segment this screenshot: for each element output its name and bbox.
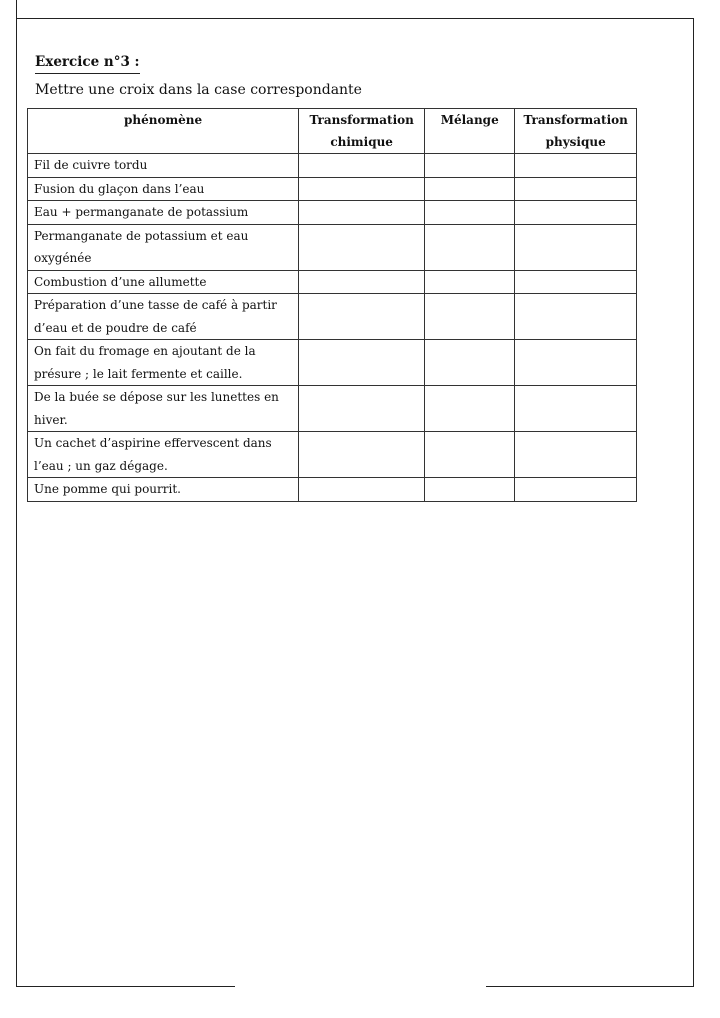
exercise-title: Exercice n°3 : — [35, 54, 140, 74]
header-melange: Mélange — [425, 109, 515, 154]
table-row — [28, 432, 637, 478]
page-border-left — [16, 0, 17, 987]
answer-cell-melange[interactable] — [425, 432, 515, 478]
answer-cell-transformation-chimique[interactable] — [299, 177, 425, 201]
phenomene-cell: Une pomme qui pourrit. — [28, 478, 299, 502]
answer-cell-melange[interactable] — [425, 478, 515, 502]
answer-cell-melange[interactable] — [425, 154, 515, 178]
page-border-bottom-right — [486, 986, 694, 987]
table-header-row — [28, 109, 637, 154]
table-row — [28, 294, 637, 340]
answer-cell-transformation-physique[interactable] — [515, 224, 637, 270]
exercise-instruction: Mettre une croix dans la case correspondante — [35, 82, 362, 98]
table-row — [28, 201, 637, 225]
page-border-right — [693, 18, 694, 987]
table-row — [28, 177, 637, 201]
answer-table — [27, 108, 637, 502]
phenomene-cell: Préparation d’une tasse de café à partir d’eau et de poudre de café — [28, 294, 299, 340]
answer-cell-melange[interactable] — [425, 201, 515, 225]
answer-cell-transformation-chimique[interactable] — [299, 432, 425, 478]
phenomene-cell: On fait du fromage en ajoutant de la présure ; le lait fermente et caille. — [28, 340, 299, 386]
answer-cell-transformation-physique[interactable] — [515, 340, 637, 386]
answer-cell-transformation-physique[interactable] — [515, 478, 637, 502]
answer-cell-melange[interactable] — [425, 224, 515, 270]
answer-cell-melange[interactable] — [425, 386, 515, 432]
header-transformation-chimique: Transformation chimique — [299, 109, 425, 154]
answer-cell-transformation-physique[interactable] — [515, 386, 637, 432]
answer-cell-transformation-physique[interactable] — [515, 432, 637, 478]
phenomene-cell: Permanganate de potassium et eau oxygénée — [28, 224, 299, 270]
page-border-bottom-left — [16, 986, 235, 987]
header-transformation-physique: Transformation physique — [515, 109, 637, 154]
answer-cell-transformation-chimique[interactable] — [299, 201, 425, 225]
answer-cell-transformation-chimique[interactable] — [299, 478, 425, 502]
answer-cell-transformation-physique[interactable] — [515, 294, 637, 340]
answer-cell-transformation-chimique[interactable] — [299, 270, 425, 294]
answer-cell-melange[interactable] — [425, 340, 515, 386]
phenomene-cell: Eau + permanganate de potassium — [28, 201, 299, 225]
table-row — [28, 478, 637, 502]
phenomene-cell: Un cachet d’aspirine effervescent dans l’eau ; un gaz dégage. — [28, 432, 299, 478]
phenomene-cell: De la buée se dépose sur les lunettes en hiver. — [28, 386, 299, 432]
phenomene-cell: Combustion d’une allumette — [28, 270, 299, 294]
answer-cell-transformation-physique[interactable] — [515, 270, 637, 294]
phenomene-cell: Fusion du glaçon dans l’eau — [28, 177, 299, 201]
page-border-top — [16, 18, 694, 19]
answer-cell-transformation-physique[interactable] — [515, 154, 637, 178]
table-row — [28, 224, 637, 270]
table-row — [28, 154, 637, 178]
table-row — [28, 386, 637, 432]
answer-cell-transformation-chimique[interactable] — [299, 154, 425, 178]
header-phenomene: phénomène — [28, 109, 299, 154]
table-row — [28, 270, 637, 294]
answer-cell-melange[interactable] — [425, 270, 515, 294]
phenomene-cell: Fil de cuivre tordu — [28, 154, 299, 178]
answer-cell-transformation-physique[interactable] — [515, 201, 637, 225]
answer-cell-transformation-chimique[interactable] — [299, 386, 425, 432]
answer-cell-transformation-chimique[interactable] — [299, 224, 425, 270]
answer-cell-transformation-chimique[interactable] — [299, 340, 425, 386]
answer-cell-melange[interactable] — [425, 177, 515, 201]
answer-cell-melange[interactable] — [425, 294, 515, 340]
table-row — [28, 340, 637, 386]
answer-cell-transformation-chimique[interactable] — [299, 294, 425, 340]
answer-cell-transformation-physique[interactable] — [515, 177, 637, 201]
